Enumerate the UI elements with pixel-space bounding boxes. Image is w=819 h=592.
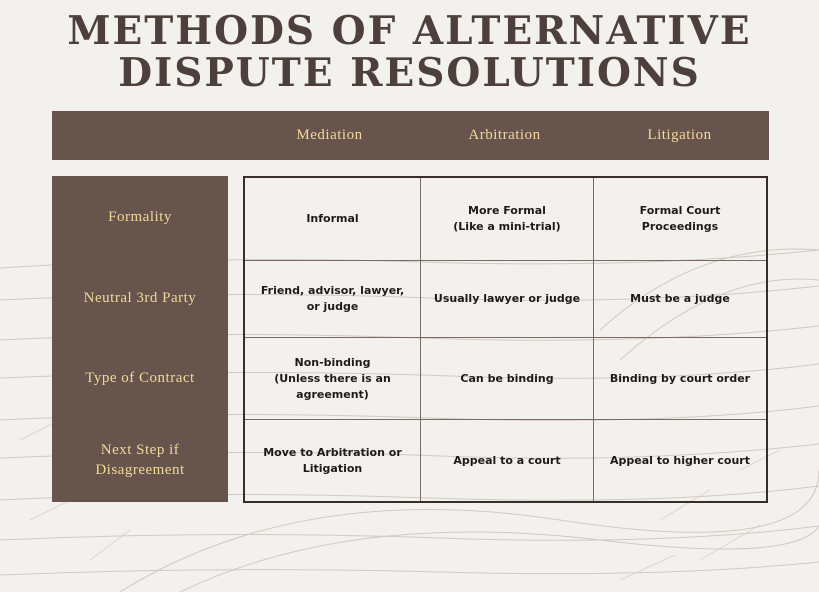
column-header-litigation: Litigation xyxy=(647,127,712,143)
table-cell: Can be binding xyxy=(460,371,554,385)
table-cell: Appeal to a court xyxy=(453,453,561,467)
table-cell: Appeal to higher court xyxy=(609,453,750,467)
table-cell: More Formal (Like a mini-trial) xyxy=(453,204,561,233)
table-cell: Usually lawyer or judge xyxy=(433,292,581,305)
column-header-arbitration: Arbitration xyxy=(468,127,541,143)
title-line-1: METHODS OF ALTERNATIVE xyxy=(67,8,752,54)
title-line-2: DISPUTE RESOLUTIONS xyxy=(118,50,701,96)
row-header-band xyxy=(52,176,228,502)
table-cell: Formal Court Proceedings xyxy=(639,204,721,233)
table-cell: Binding by court order xyxy=(609,371,751,385)
table-cell: Must be a judge xyxy=(630,292,730,305)
table-cell: Move to Arbitration or Litigation xyxy=(263,445,402,475)
row-header-neutral-party: Neutral 3rd Party xyxy=(83,290,197,306)
comparison-table xyxy=(243,176,768,503)
column-header-mediation: Mediation xyxy=(296,127,363,143)
row-header-formality: Formality xyxy=(108,209,172,225)
page-title xyxy=(0,10,819,94)
column-header-band xyxy=(52,111,769,160)
table-cell: Non-binding (Unless there is an agreement) xyxy=(274,355,391,401)
row-header-next-step: Next Step if Disagreement xyxy=(95,442,185,478)
table-cell: Friend, advisor, lawyer, or judge xyxy=(260,284,405,313)
table-cell: Informal xyxy=(306,212,359,225)
row-header-contract-type: Type of Contract xyxy=(85,370,195,386)
